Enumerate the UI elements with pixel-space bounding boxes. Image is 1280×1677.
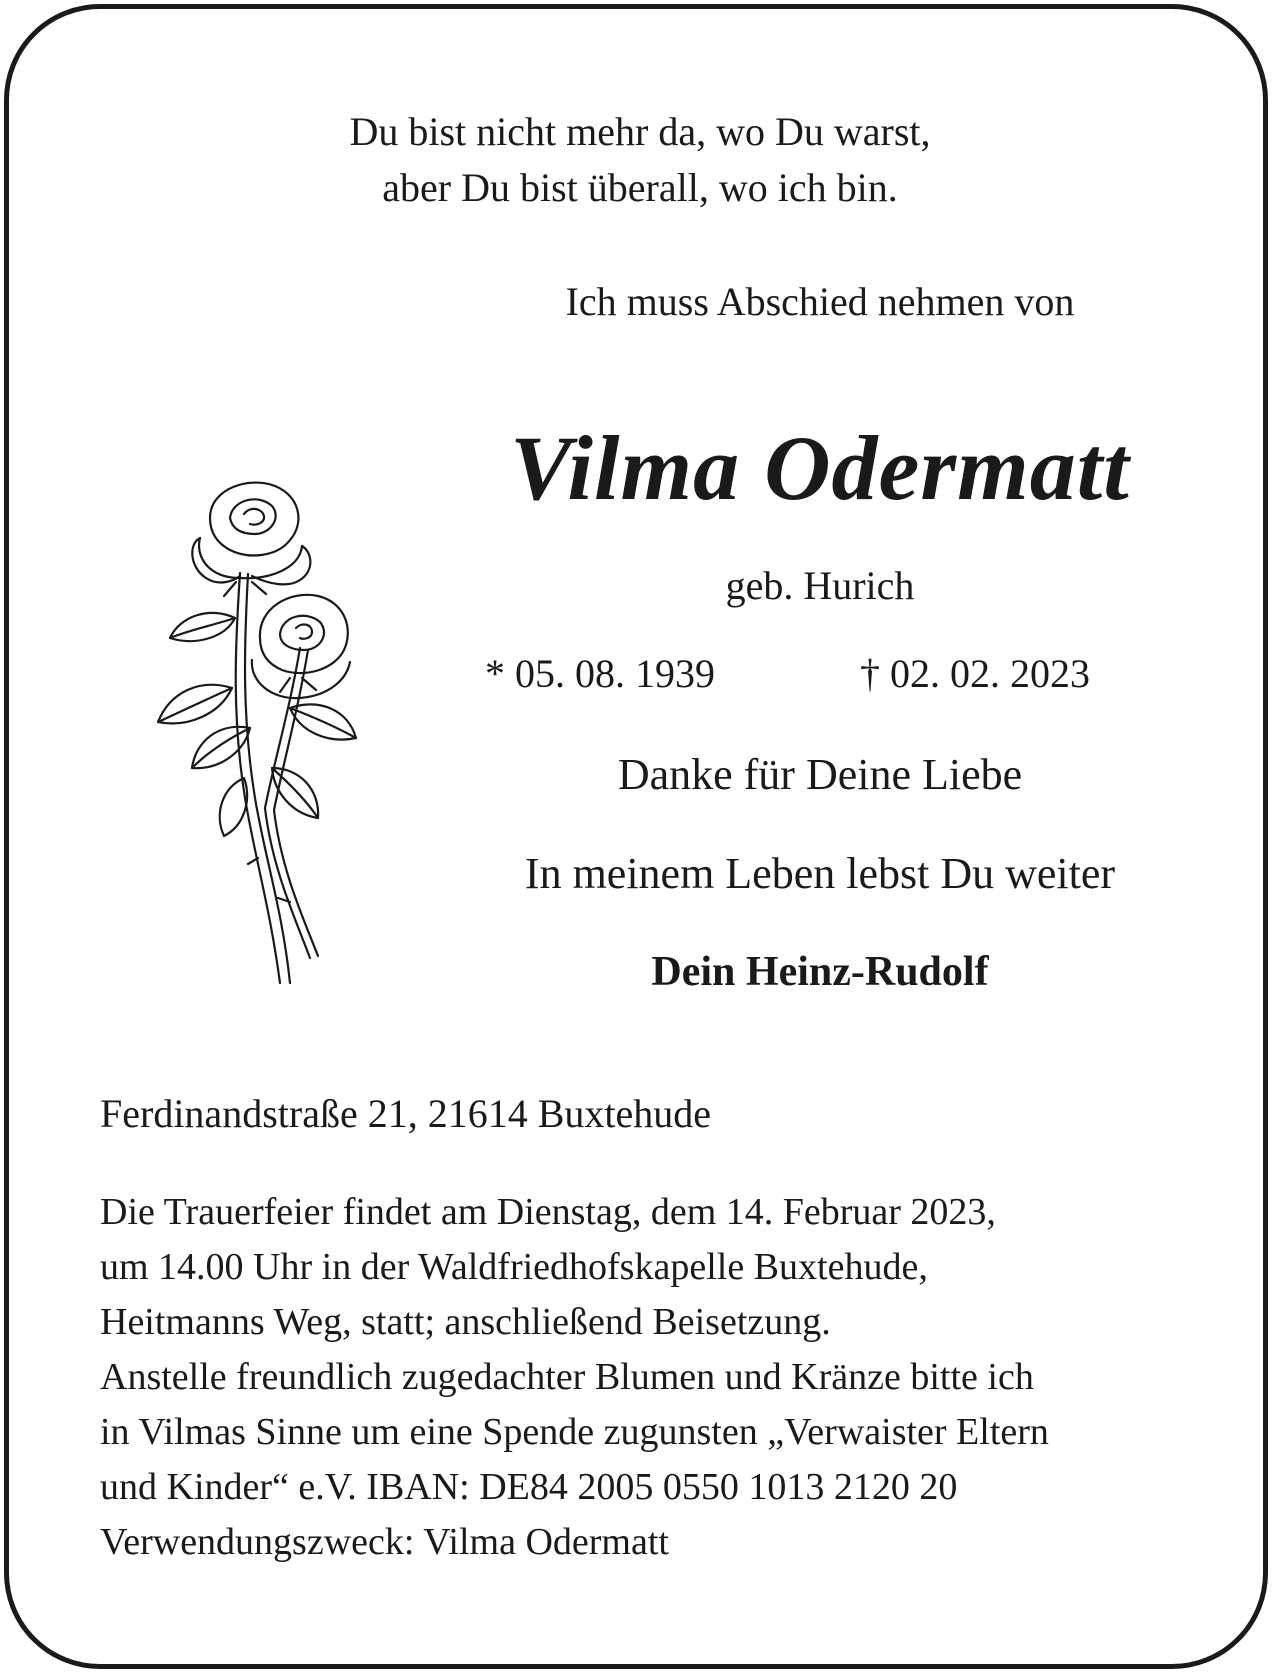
birth-name: geb. Hurich (725, 563, 915, 608)
details-line: Die Trauerfeier findet am Dienstag, dem 14. Februar 2023, (100, 1191, 996, 1233)
poem-line-1: Du bist nicht mehr da, wo Du warst, (349, 109, 931, 154)
rose-illustration-icon (140, 478, 390, 988)
details-line: Verwendungszweck: Vilma Odermatt (100, 1521, 669, 1563)
details-line: um 14.00 Uhr in der Waldfriedhofskapelle Buxtehude, (100, 1246, 928, 1288)
thanks-line: Danke für Deine Liebe (617, 750, 1023, 799)
intro-text: Ich muss Abschied nehmen von (565, 279, 1075, 324)
address: Ferdinandstraße 21, 21614 Buxtehude (100, 1091, 711, 1136)
details-line: Heitmanns Weg, statt; anschließend Beisetzung. (100, 1301, 831, 1343)
details-line: in Vilmas Sinne um eine Spende zugunsten „Verwaister Eltern (100, 1411, 1049, 1453)
details-line: und Kinder“ e.V. IBAN: DE84 2005 0550 1013 2120 20 (100, 1466, 958, 1508)
birth-date: * 05. 08. 1939 (485, 651, 715, 696)
details-line: Anstelle freundlich zugedachter Blumen und Kränze bitte ich (100, 1356, 1034, 1398)
death-date: † 02. 02. 2023 (860, 651, 1090, 696)
signature: Dein Heinz-Rudolf (651, 949, 989, 995)
lives-on-line: In meinem Leben lebst Du weiter (524, 849, 1116, 898)
deceased-name: Vilma Odermatt (510, 417, 1130, 519)
poem (0, 104, 1280, 216)
funeral-details (100, 1185, 1210, 1570)
poem-line-2: aber Du bist überall, wo ich bin. (382, 165, 898, 210)
